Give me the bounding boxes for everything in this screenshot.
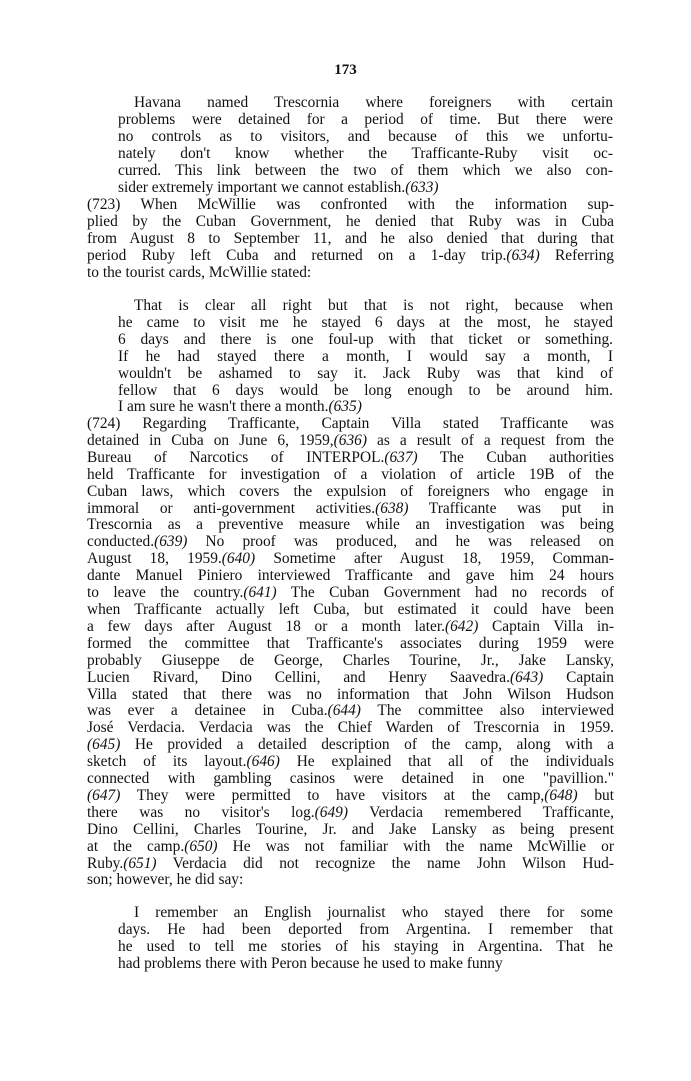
text-line: no controls as to visitors, and because of this we unfortu- [118,127,613,145]
footnote-reference: (638) [375,499,409,517]
footnote-reference: (641) [243,584,277,602]
text-line: curred. This link between the two of them which we also con- [118,161,613,179]
text-line: Bureau of Narcotics of INTERPOL.(637) The Cuban authorities [87,448,614,466]
text-line: to leave the country.(641) The Cuban Government had no records of [87,584,614,602]
text-line: 6 days and there is one foul-up with that ticket or something. [118,330,613,348]
text-line: (723) When McWillie was confronted with the information sup- [87,196,614,213]
text-line: (645) He provided a detailed description of the camp, along with a [87,736,614,754]
text-line: sider extremely important we cannot establish.(633) [118,178,439,196]
text-line: nately don't know whether the Trafficante-Ruby visit oc- [118,144,613,162]
text-line: Villa stated that there was no information that John Wilson Hudson [87,685,614,703]
paragraph-724 [87,416,614,889]
text-line: immoral or anti-government activities.(638) Trafficante was put in [87,499,614,517]
text-line: he came to visit me he stayed 6 days at the most, he stayed [118,313,613,331]
quote-block-mcwillie [118,298,613,416]
text-line: period Ruby left Cuba and returned on a 1-day trip.(634) Referring [87,246,614,264]
text-line: sketch of its layout.(646) He explained that all of the individuals [87,753,614,771]
footnote-reference: (651) [123,854,157,872]
footnote-reference: (639) [154,533,188,551]
text-line: had problems there with Peron because he used to make funny [118,954,503,972]
text-line: to the tourist cards, McWillie stated: [87,263,312,281]
text-line: That is clear all right but that is not right, because when [134,297,613,314]
text-line: wouldn't be ashamed to say it. Jack Ruby was that kind of [118,364,613,382]
page-number: 173 [334,62,357,78]
text-line: from August 8 to September 11, and he also denied that during that [87,229,614,247]
footnote-reference: (645) [87,736,121,754]
text-line: a few days after August 18 or a month later.(642) Captain Villa in- [87,617,614,635]
text-line: when Trafficante actually left Cuba, but estimated it could have been [87,600,614,618]
text-line: Ruby.(651) Verdacia did not recognize the name John Wilson Hud- [87,854,614,872]
footnote-reference: (643) [509,668,544,686]
quote-block-verdacia [118,905,613,973]
text-line: I remember an English journalist who stayed there for some [134,904,613,921]
text-line: José Verdacia. Verdacia was the Chief Warden of Trescornia in 1959. [87,719,614,737]
footnote-reference: (648) [544,786,578,804]
footnote-reference: (636) [333,431,367,449]
text-line: there was no visitor's log.(649) Verdacia remembered Trafficante, [87,803,614,821]
footnote-reference: (650) [184,837,218,855]
text-line: August 18, 1959.(640) Sometime after August 18, 1959, Comman- [87,550,615,568]
text-line: connected with gambling casinos were detained in one "pavillion." [87,770,614,788]
footnote-reference: (642) [444,617,479,635]
text-line: was ever a detainee in Cuba.(644) The committee also interviewed [87,702,614,720]
text-line: detained in Cuba on June 6, 1959,(636) as a result of a request from the [87,431,614,449]
text-line: held Trafficante for investigation of a violation of article 19B of the [87,465,614,483]
text-line: problems were detained for a period of time. But there were [118,110,613,128]
footnote-reference: (649) [314,803,348,821]
text-line: plied by the Cuban Government, he denied that Ruby was in Cuba [87,212,614,230]
text-line: he used to tell me stories of his staying in Argentina. That he [118,937,613,955]
text-line: at the camp.(650) He was not familiar with the name McWillie or [87,837,614,855]
text-line: Dino Cellini, Charles Tourine, Jr. and Jake Lansky as being present [87,820,614,838]
text-line: son; however, he did say: [87,871,244,889]
footnote-reference: (635) [328,398,362,416]
text-line: Lucien Rivard, Dino Cellini, and Henry Saavedra.(643) Captain [87,668,615,686]
footnote-reference: (640) [221,550,256,568]
text-line: fellow that 6 days would be long enough to be around him. [118,381,613,399]
text-line: Trescornia as a preventive measure while an investigation was being [87,516,614,534]
footnote-reference: (647) [87,786,121,804]
text-line: probably Giuseppe de George, Charles Tourine, Jr., Jake Lansky, [87,651,614,669]
text-line: dante Manuel Piniero interviewed Trafficante and gave him 24 hours [87,567,614,585]
text-line: conducted.(639) No proof was produced, and he was released on [87,533,614,551]
text-line: Havana named Trescornia where foreigners with certain [134,94,613,111]
text-line: Cuban laws, which covers the expulsion of foreigners who engage in [87,482,614,500]
footnote-reference: (646) [246,753,280,771]
text-line: I am sure he wasn't there a month.(635) [118,398,362,416]
quote-block-1 [118,95,613,196]
paragraph-723 [87,197,614,282]
footnote-reference: (634) [506,246,540,264]
text-line: formed the committee that Trafficante's associates during 1959 were [87,634,614,652]
text-line: If he had stayed there a month, I would say a month, I [118,347,613,365]
text-line: days. He had been deported from Argentina. I remember that [118,920,613,938]
footnote-reference: (644) [327,702,361,720]
footnote-reference: (637) [384,448,418,466]
footnote-reference: (633) [405,178,439,196]
text-line: (647) They were permitted to have visitors at the camp,(648) but [87,786,614,804]
text-line: (724) Regarding Trafficante, Captain Villa stated Trafficante was [87,415,614,432]
